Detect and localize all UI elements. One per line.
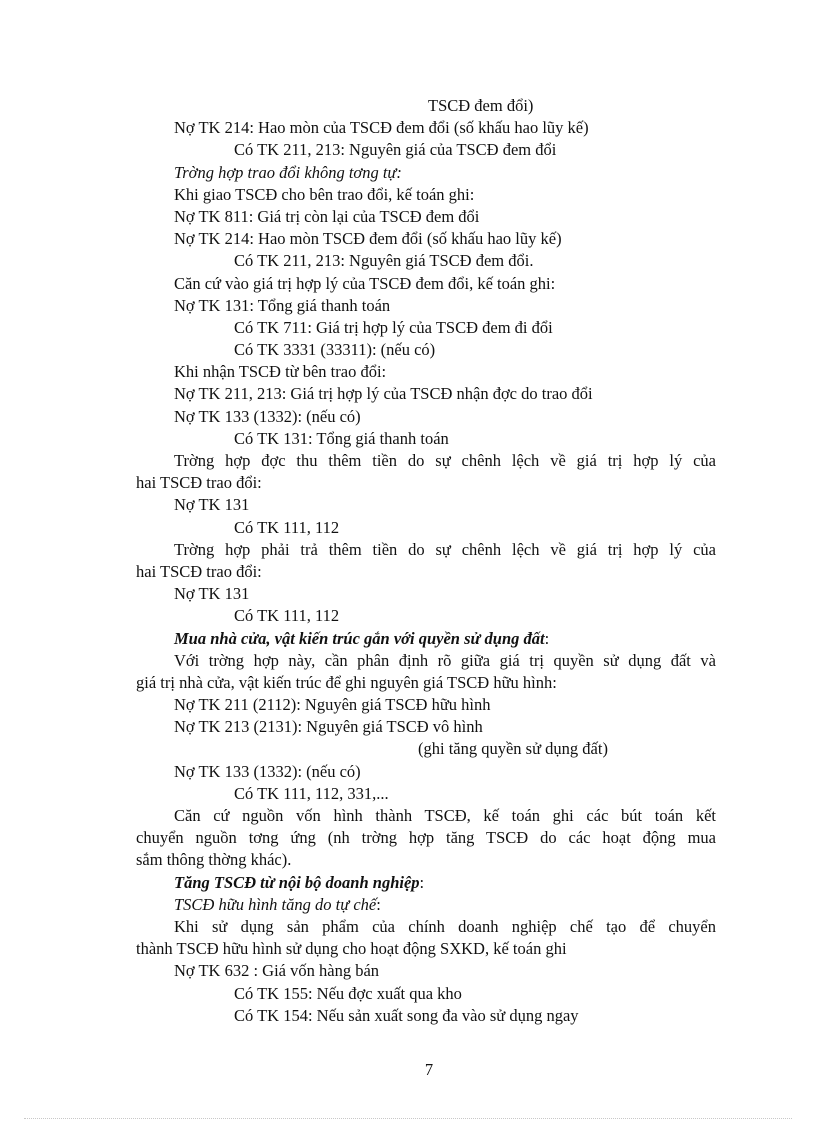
text-line: Nợ TK 211 (2112): Nguyên giá TSCĐ hữu hình	[174, 695, 491, 715]
text-line: Với trờng hợp này, cần phân định rõ giữa giá trị quyền sử dụng đất và	[174, 650, 716, 670]
subheading-line	[136, 894, 716, 916]
text-line: (ghi tăng quyền sử dụng đất)	[418, 739, 608, 759]
text-line: chuyển nguồn tơng ứng (nh trờng hợp tăng TSCĐ do các hoạt động mua	[136, 828, 716, 848]
subheading-line: Trờng hợp trao đổi không tơng tự:	[174, 162, 402, 182]
text-line: Nợ TK 131: Tổng giá thanh toán	[174, 295, 391, 315]
text-line: Có TK 111, 112	[234, 606, 340, 626]
text-line: Khi giao TSCĐ cho bên trao đổi, kế toán ghi:	[174, 184, 475, 204]
text-line: Trờng hợp đợc thu thêm tiền do sự chênh lệch về giá trị hợp lý của	[174, 451, 716, 470]
text-line: Có TK 211, 213: Nguyên giá TSCĐ đem đổi.	[234, 251, 534, 271]
text-line: Có TK 211, 213: Nguyên giá của TSCĐ đem đổi	[234, 140, 557, 160]
text-line: giá trị nhà cửa, vật kiến trúc để ghi nguyên giá TSCĐ hữu hình:	[136, 672, 557, 692]
text-line: Nợ TK 811: Giá trị còn lại của TSCĐ đem đổi	[174, 206, 480, 226]
subheading-colon: :	[376, 894, 381, 914]
text-line: Nợ TK 214: Hao mòn của TSCĐ đem đổi (số khấu hao lũy kế)	[174, 118, 589, 138]
text-line: Nợ TK 213 (2131): Nguyên giá TSCĐ vô hình	[174, 717, 483, 737]
section-heading-text: Tăng TSCĐ từ nội bộ doanh nghiệp	[174, 872, 420, 892]
text-line: thành TSCĐ hữu hình sử dụng cho hoạt động SXKD, kế toán ghi	[136, 939, 567, 959]
text-line: Nợ TK 211, 213: Giá trị hợp lý của TSCĐ nhận đợc do trao đổi	[174, 384, 593, 404]
heading-colon: :	[419, 872, 425, 892]
text-line: Có TK 3331 (33311): (nếu có)	[234, 340, 436, 360]
text-line: Trờng hợp phải trả thêm tiền do sự chênh lệch về giá trị hợp lý của	[174, 539, 716, 559]
text-line: Có TK 711: Giá trị hợp lý của TSCĐ đem đi đổi	[234, 317, 553, 337]
page-number: 7	[424, 1060, 434, 1079]
text-line: Nợ TK 214: Hao mòn TSCĐ đem đổi (số khấu hao lũy kế)	[174, 229, 562, 249]
text-line: Khi nhận TSCĐ từ bên trao đổi:	[174, 362, 387, 382]
text-line: hai TSCĐ trao đổi:	[136, 561, 262, 581]
heading-colon: :	[544, 628, 550, 648]
text-line: sắm thông thờng khác).	[136, 850, 292, 870]
text-line: hai TSCĐ trao đổi:	[136, 473, 262, 493]
text-line: Nợ TK 131	[174, 584, 250, 604]
text-line: Có TK 154: Nếu sản xuất song đa vào sử dụng ngay	[234, 1005, 579, 1025]
text-line: Nợ TK 133 (1332): (nếu có)	[174, 761, 361, 781]
text-line: Nợ TK 632 : Giá vốn hàng bán	[174, 961, 380, 981]
text-line: Có TK 155: Nếu đợc xuất qua kho	[234, 983, 462, 1003]
text-line: TSCĐ đem đổi)	[428, 96, 534, 115]
subheading-text: TSCĐ hữu hình tăng do tự chế	[174, 894, 377, 914]
text-line: Căn cứ nguồn vốn hình thành TSCĐ, kế toán ghi các bút toán kết	[174, 806, 716, 825]
text-line: Có TK 111, 112, 331,...	[234, 783, 389, 803]
section-heading	[136, 872, 716, 894]
text-line: Có TK 111, 112	[234, 517, 340, 537]
section-heading	[136, 628, 716, 650]
text-line: Nợ TK 131	[174, 495, 250, 515]
section-heading-text: Mua nhà cửa, vật kiến trúc gắn với quyền sử dụng đất	[174, 628, 545, 648]
text-line: Có TK 131: Tổng giá thanh toán	[234, 428, 449, 448]
page-bottom-divider	[24, 1118, 792, 1119]
text-line: Căn cứ vào giá trị hợp lý của TSCĐ đem đổi, kế toán ghi:	[174, 273, 556, 293]
body-text	[136, 95, 716, 1027]
text-line: Nợ TK 133 (1332): (nếu có)	[174, 406, 361, 426]
text-line: Khi sử dụng sản phẩm của chính doanh nghiệp chế tạo để chuyển	[174, 916, 716, 936]
